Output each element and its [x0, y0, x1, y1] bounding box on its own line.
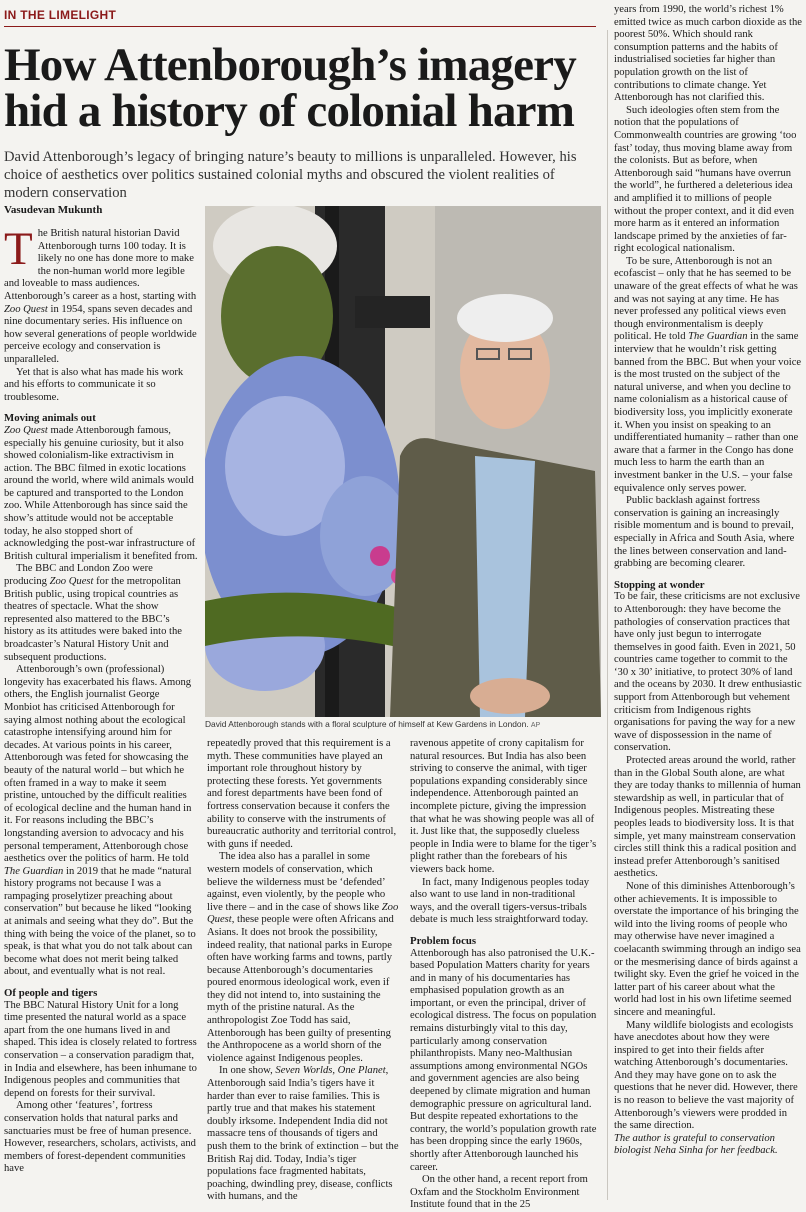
- paragraph: [207, 851, 399, 1065]
- text-run: made Attenborough famous, especially his genuine curiosity, but it also showed colonialism-like extractivism in action. The BBC filmed in exotic locations around the world, where wild animals would be captured and transported to the London zoo. While Attenborough has since said the show’s attitude would not be acceptable today, he also stopped short of acknowledging the post-war infrastructure of British cultural imperialism it benefited from.: [4, 424, 198, 562]
- subhead-moving-animals: Moving animals out: [4, 412, 96, 425]
- italic-title: Zoo Quest: [4, 424, 48, 436]
- italic-title: Zoo Quest: [207, 901, 399, 926]
- italic-title: The Guardian: [688, 331, 748, 343]
- note-text: The author is grateful to conservation biologist Neha Sinha for her feedback.: [614, 1132, 778, 1157]
- standfirst: David Attenborough’s legacy of bringing nature’s beauty to millions is unparalleled. However, his choice of aesthetics over politics sustained colonial myths and obscured the violent realities of modern conservation: [4, 149, 577, 201]
- article-column-4: [614, 4, 802, 1158]
- caption-text: David Attenborough stands with a floral sculpture of himself at Kew Gardens in London.: [205, 719, 529, 729]
- italic-title: Zoo Quest: [49, 576, 94, 588]
- paragraph: Such ideologies often stem from the notion that the populations of Commonwealth countries are growing ‘too fast’ today, thus moving blame away from the colonists. But as before, when Attenborough said “humans have overrun the world”, he furthered a deleterious idea and amplified it to millions of people without the proper context, and it did even more harm as it entered an information landscape primed by the anxieties of far-right ecological nationalism.: [614, 104, 797, 255]
- paragraph: [4, 563, 198, 664]
- article-column-2: [207, 738, 399, 1204]
- section-label: IN THE LIMELIGHT: [4, 8, 117, 22]
- text-run: in the same interview that he wouldn’t risk getting banned from the BBC. But when your voice is the most trusted on the subject of the natural universe, and when you decline to name colonialism as a historical cause of biodiversity loss, you implicitly exonerate it. When you insist on speaking to an undifferentiated humanity – rather than one aware that a farmer in the Congo has done much less to harm the earth than an investment banker in the U.S. – your false equivalence only serves power.: [614, 331, 802, 494]
- paragraph: ravenous appetite of crony capitalism for natural resources. But India has also been striving to conserve the animal, with tiger populations expanding considerably since independence. Attenborough painted an incomplete picture, giving the impression that what he was showing people was all of it. Just like that, the supposedly clueless people in India were to blame for the tiger’s plight rather than the forebears of his viewers back home.: [410, 738, 597, 875]
- paragraph: To be fair, these criticisms are not exclusive to Attenborough: they have become the pathologies of conservation practices that have only just begun to interrogate themselves in good faith. Even in 2021, 50 countries came together to commit to the ‘30 x 30’ initiative, to protect 30% of land and the oceans by 2030. It drew enthusiastic support from Attenborough but vehement criticism from Indigenous rights organisations for paving the way for a new wave of dispossession in the name of conservation.: [614, 591, 802, 754]
- drop-cap: T: [4, 223, 33, 275]
- photo-caption: [205, 719, 601, 729]
- paragraph: On the other hand, a recent report from Oxfam and the Stockholm Environment Institute found that in the 25: [410, 1174, 588, 1211]
- article-column-3: [410, 738, 600, 1212]
- italic-title: The Guardian: [4, 865, 64, 877]
- text-run: , Attenborough said India’s tigers have it harder than ever to raise families. This is partly true and that makes his statement doubly irksome. Independent India did not massacre tens of thousands of tigers and push them to the brink of extinction – but the British Raj did. Today, India’s tiger populations face fragmented habitats, poaching, dwindling prey, disease, conflicts with humans, and the: [207, 1065, 399, 1203]
- subhead-people-tigers: Of people and tigers: [4, 987, 98, 1000]
- article-column-1: [4, 223, 198, 1176]
- subhead-problem-focus: Problem focus: [410, 934, 477, 947]
- paragraph: [4, 425, 198, 564]
- text-run: in 1954, spans seven decades and nine documentary series. His influence on how several generations of people worldwide perceive ecology and conservation is unparalleled.: [4, 303, 197, 365]
- italic-title: Seven Worlds, One Planet: [275, 1065, 386, 1077]
- paragraph: repeatedly proved that this requirement is a myth. These communities have played an important role throughout history by protecting these forests. Yet governments and forest departments have been fond of fortress conservation because it confers the ability to conserve with the instruments of bureaucratic authority and territorial control, with guns if needed.: [207, 738, 397, 850]
- paragraph: [207, 1065, 399, 1204]
- text-run: The BBC and London Zoo were producing: [4, 563, 153, 588]
- text-run: in 2019 that he made “natural history programs not because I was a rampaging proselytizer preaching about conservation” but because he liked “looking at animals and seeing what they do”. But the thing with being the voice of the planet, so to speak, is that what you do not talk about can become what does not merit being talked about, and eventually what is not real.: [4, 865, 196, 978]
- text-run: To be sure, Attenborough is not an ecofascist – only that he has seemed to be unaware of the great effects of what he was and was not saying at any time. He has never professed any political views even though environmentalism is deeply political. He told: [614, 255, 798, 343]
- paragraph: Many wildlife biologists and ecologists have anecdotes about how they were inspired to get into their fields after watching Attenborough’s documentaries. And they may have gone on to ask the questions that he never did. However, there is no reason to believe the vast majority of Attenborough’s viewers were prodded in the same direction.: [614, 1019, 798, 1132]
- text-run: he British natural historian David Attenborough turns 100 today. It is likely no one has done more to make the non-human world more legible and loveable to mass audiences. Attenborough’s career as a host, starting with: [4, 228, 197, 302]
- text-run: , these people were often Africans and Asians. It does not brook the possibility, indeed reality, that national parks in Europe often have working farms and towns, partly because Attenborough’s documentaries poured enormous ideological work, even if they did not intend to, into sustaining the myth of the pristine natural. As the anthropologist Zoe Todd has said, Attenborough has been guilty of presenting the Anthropocene as a world shorn of the violence against Indigenous peoples.: [207, 914, 394, 1064]
- paragraph: Attenborough has also patronised the U.K.-based Population Matters charity for years and in many of his documentaries has emphasised population growth as an important, or even the principal, driver of ecological distress. The focus on population remains disturbingly vital to this day, particularly among conservation philanthropists. Many neo-Malthusian assumptions among environmental NGOs and government agencies are also being deepened by climate migration and human demographic pressure on agricultural land. But despite repeated exhortations to the contrary, the world’s population growth rate has been dropping since the early 1960s, shortly after Attenborough launched his career.: [410, 947, 597, 1173]
- headline: How Attenborough’s imagery hid a history of colonial harm: [4, 39, 576, 137]
- text-run: In one show,: [219, 1065, 276, 1077]
- paragraph: [4, 223, 198, 367]
- author-note: [614, 1133, 802, 1158]
- paragraph: In fact, many Indigenous peoples today also want to use land in non-traditional ways, and the overall tigers-versus-tribals debate is much less straightforward today.: [410, 876, 590, 926]
- paragraph: The BBC Natural History Unit for a long time presented the natural world as a space apart from the one humans lived in and shaped. This idea is closely related to fortress conservation – a conservation paradigm that, in India and elsewhere, has been inhumane to Indigenous peoples and communities that depend on forests for their survival.: [4, 999, 197, 1099]
- text-run: The idea also has a parallel in some western models of conservation, which believe the wilderness must be ‘defended’ against, even violently, by the people who live there – and in the case of shows like: [207, 851, 386, 913]
- paragraph: Among other ‘features’, fortress conservation holds that natural parks and sanctuaries must be free of human presence. However, researchers, scholars, activists, and members of forest-dependent communities have: [4, 1100, 196, 1175]
- column-divider: [607, 30, 608, 1200]
- italic-title: Zoo Quest: [4, 303, 48, 315]
- paragraph: Protected areas around the world, rather than in the Global South alone, are what they are today thanks to millennia of human stewardship as well, in particular that of Indigenous peoples. Mistreating these peoples leads to biodiversity loss. It is that simple, yet many mainstream conservation circles still think this a radical position and instead prefer Attenborough’s sanitised aesthetics.: [614, 755, 801, 880]
- photo-credit: AP: [530, 722, 541, 729]
- byline: Vasudevan Mukunth: [4, 204, 103, 216]
- paragraph: [4, 664, 198, 979]
- photo-illustration: [205, 206, 601, 717]
- paragraph: Public backlash against fortress conservation is gaining an increasingly risible momentum and is bound to prevail, especially in Africa and South Asia, where the lines between conservation and land-grabbing are becoming clearer.: [614, 495, 795, 570]
- article-photo: [205, 206, 601, 717]
- paragraph: [614, 256, 802, 495]
- paragraph: Yet that is also what has made his work and his efforts to communicate it so troublesome.: [4, 366, 184, 403]
- text-run: for the metropolitan British public, using tropical countries as theatres of spectacle. What the show represented also mattered to the BBC’s history as its attitudes were baked into the broadcaster’s Natural History Unit and subsequent productions.: [4, 576, 182, 663]
- paragraph: years from 1990, the world’s richest 1% emitted twice as much carbon dioxide as the poorest 50%. Which should rank consumption patterns and the habits of industrialised societies far higher than population growth on the list of contributions to climate change. Yet Attenborough has not clarified this.: [614, 4, 802, 104]
- section-rule: [4, 26, 596, 27]
- subhead-stopping-wonder: Stopping at wonder: [614, 578, 705, 591]
- text-run: Attenborough’s own (professional) longevity has exacerbated his flaws. Among others, the English journalist George Monbiot has criticised Attenborough for saying almost nothing about the ecological catastrophe intensifying around him for decades. At various points in his career, Attenborough was feted for showcasing the beauty of the natural world – but which he often framed in a way to make it seem pristine, untouched by the difficult realities of ecological decline and the human hand in it. For reasons including the BBC’s longstanding aversion to advocacy and his personal temperament, Attenborough chose aesthetics over the politics of harm. He told: [4, 664, 192, 865]
- paragraph: None of this diminishes Attenborough’s other achievements. It is impossible to overstate the importance of his bringing the wild into the living rooms of people who may otherwise have never imagined a coelacanth swimming through an indigo sea or the mesmerising dance of birds against a twilight sky. Even the grief he voiced in the latter part of his career about what the world had lost in his own lifetime seemed sincere and meaningful.: [614, 880, 801, 1018]
